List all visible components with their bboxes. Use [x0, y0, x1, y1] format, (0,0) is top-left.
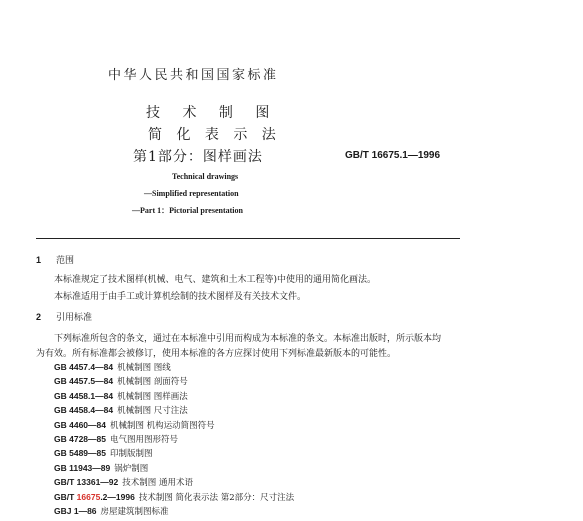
- reference-title: 房屋建筑制图标准: [100, 506, 169, 517]
- section-number: 2: [36, 312, 42, 322]
- reference-title: 技术制图 通用术语: [122, 478, 193, 489]
- reference-code: GB/T 13361—92: [54, 477, 119, 488]
- title-line-3: 第1部分：图样画法: [133, 149, 263, 165]
- reference-list: [54, 361, 294, 519]
- reference-item: [54, 375, 294, 389]
- reference-code: GB 5489—85: [54, 448, 106, 459]
- reference-item: [54, 419, 294, 433]
- reference-title: 机械制图 图线: [117, 363, 171, 373]
- reference-item: [54, 447, 294, 461]
- reference-code: GBJ 1—86: [54, 505, 97, 516]
- english-title-line-3: —Part 1：Pictorial presentation: [132, 206, 243, 215]
- reference-title: 机械制图 尺寸注法: [117, 406, 188, 417]
- reference-item: [54, 404, 294, 418]
- reference-item: [54, 390, 294, 404]
- reference-item: [54, 462, 294, 476]
- reference-title: 机械制图 图样画法: [117, 391, 188, 402]
- title-line-2: 简 化 表 示 法: [148, 127, 281, 143]
- reference-item: [54, 476, 294, 490]
- reference-title: 电气图用图形符号: [109, 434, 178, 445]
- title-line-1: 技 术 制 图: [146, 105, 279, 121]
- reference-code: [54, 492, 135, 502]
- section-2-paragraph-2: 为有效。所有标准都会被修订，使用本标准的各方应探讨使用下列标准最新版本的可能性。: [36, 349, 397, 359]
- section-2-paragraph-1: 下列标准所包含的条文，通过在本标准中引用而构成为本标准的条文。本标准出版时，所示版本均: [54, 334, 442, 344]
- reference-item: [54, 361, 294, 375]
- reference-title: 机械制图 剖面符号: [117, 377, 188, 388]
- reference-code: GB 4458.1—84: [54, 390, 114, 401]
- section-1-paragraph-2: 本标准适用于由手工或计算机绘制的技术图样及有关技术文件。: [54, 292, 307, 302]
- section-title: 范围: [56, 256, 75, 266]
- standard-number: GB/T 16675.1—1996: [345, 150, 441, 161]
- reference-code-suffix: .2—1996: [100, 491, 135, 502]
- reference-item: [54, 505, 294, 519]
- reference-title: 技术制图 简化表示法 第2部分：尺寸注法: [138, 492, 295, 503]
- reference-code: GB 4457.5—84: [54, 376, 114, 387]
- section-2-heading: [36, 310, 92, 323]
- reference-title: 机械制图 机构运动简图符号: [109, 420, 215, 431]
- reference-code: GB 4457.4—84: [54, 362, 114, 372]
- reference-code-prefix: GB/T: [54, 491, 77, 502]
- national-standard-heading: 中华人民共和国国家标准: [108, 68, 279, 83]
- reference-code: GB 4458.4—84: [54, 405, 114, 416]
- section-1-heading: [36, 253, 74, 266]
- reference-code: GB 11943—89: [54, 462, 111, 473]
- section-number: 1: [36, 255, 42, 265]
- reference-title: 锅炉制图: [114, 463, 149, 474]
- header-divider: [36, 238, 460, 239]
- reference-item: [54, 491, 294, 505]
- reference-item: [54, 433, 294, 447]
- reference-title: 印制版制图: [109, 449, 153, 460]
- section-title: 引用标准: [56, 313, 93, 323]
- highlighted-search-term: 16675: [76, 491, 101, 502]
- reference-code: GB 4460—84: [54, 419, 106, 430]
- english-title-line-2: —Simplified representation: [144, 189, 239, 198]
- reference-code: GB 4728—85: [54, 433, 106, 444]
- english-title-line-1: Technical drawings: [172, 172, 239, 181]
- section-1-paragraph-1: 本标准规定了技术图样(机械、电气、建筑和土木工程等)中使用的通用简化画法。: [54, 275, 377, 285]
